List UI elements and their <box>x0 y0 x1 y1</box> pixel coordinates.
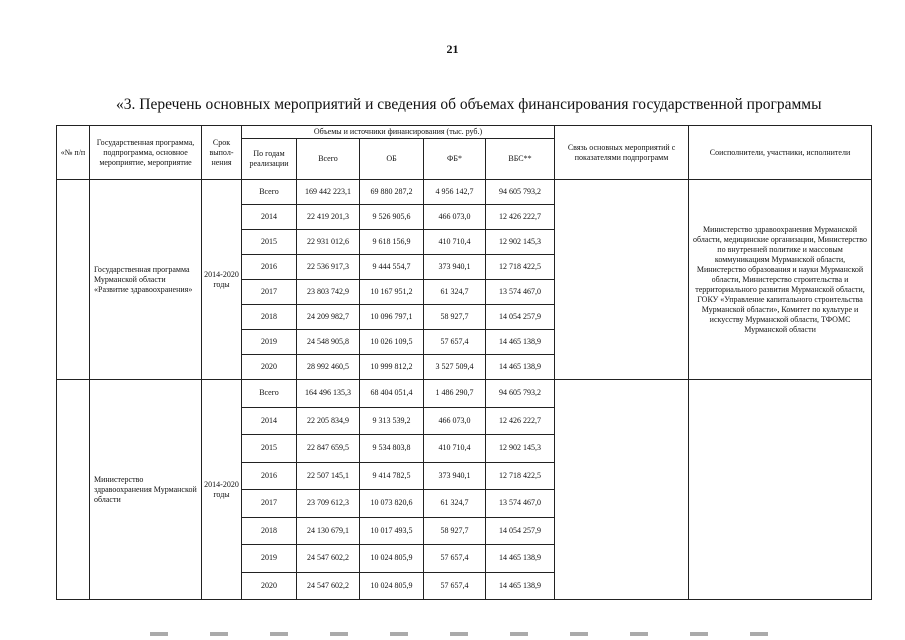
vbs-cell: 12 426 222,7 <box>486 205 555 230</box>
header-term: Срок выпол-нения <box>202 126 242 180</box>
vbs-cell: 12 902 145,3 <box>486 435 555 463</box>
year-cell: 2018 <box>242 517 297 545</box>
ob-cell: 10 026 109,5 <box>360 330 424 355</box>
year-cell: 2014 <box>242 205 297 230</box>
header-vbs: ВБС** <box>486 139 555 180</box>
fb-cell: 57 657,4 <box>424 572 486 600</box>
total-cell: 24 130 679,1 <box>297 517 360 545</box>
document-title: «3. Перечень основных мероприятий и сведения об объемах финансирования государственной программы <box>116 96 822 113</box>
group-link <box>555 180 689 380</box>
header-program: Государственная программа, подпрограмма, основное мероприятие, мероприятие <box>90 126 202 180</box>
fb-cell: 410 710,4 <box>424 230 486 255</box>
ob-cell: 68 404 051,4 <box>360 380 424 408</box>
group-num <box>57 380 90 600</box>
ob-cell: 69 880 287,2 <box>360 180 424 205</box>
year-cell: 2020 <box>242 355 297 380</box>
total-cell: 169 442 223,1 <box>297 180 360 205</box>
header-ob: ОБ <box>360 139 424 180</box>
total-cell: 164 496 135,3 <box>297 380 360 408</box>
year-cell: 2017 <box>242 280 297 305</box>
total-cell: 22 205 834,9 <box>297 407 360 435</box>
vbs-cell: 14 465 138,9 <box>486 355 555 380</box>
header-volumes: Объемы и источники финансирования (тыс. руб.) <box>242 126 555 139</box>
fb-cell: 1 486 290,7 <box>424 380 486 408</box>
ob-cell: 9 313 539,2 <box>360 407 424 435</box>
vbs-cell: 94 605 793,2 <box>486 380 555 408</box>
year-cell: Всего <box>242 380 297 408</box>
header-total: Всего <box>297 139 360 180</box>
fb-cell: 410 710,4 <box>424 435 486 463</box>
total-cell: 24 547 602,2 <box>297 572 360 600</box>
vbs-cell: 13 574 467,0 <box>486 280 555 305</box>
year-cell: 2020 <box>242 572 297 600</box>
year-cell: 2015 <box>242 230 297 255</box>
header-by-years: По годам реализации <box>242 139 297 180</box>
table-row <box>57 180 872 205</box>
cutoff-next-row <box>150 632 770 636</box>
year-cell: 2019 <box>242 330 297 355</box>
group-term: 2014-2020 годы <box>202 380 242 600</box>
fb-cell: 3 527 509,4 <box>424 355 486 380</box>
group-executors: Министерство здравоохранения Мурманской области, медицинские организации, Министерство по внутренней политике и массовым коммуникациям Мурманской области, Министерство образования и науки Мурманской области, Министерство строительства и территориального развития Мурманской области, ГОКУ «Управление капитального строительства Мурманской области», Комитет по культуре и искусству Мурманской области, ТФОМС Мурманской области <box>689 180 872 380</box>
total-cell: 24 209 982,7 <box>297 305 360 330</box>
year-cell: 2014 <box>242 407 297 435</box>
vbs-cell: 14 054 257,9 <box>486 305 555 330</box>
vbs-cell: 94 605 793,2 <box>486 180 555 205</box>
fb-cell: 61 324,7 <box>424 280 486 305</box>
year-cell: 2016 <box>242 462 297 490</box>
table-row <box>57 380 872 408</box>
vbs-cell: 12 718 422,5 <box>486 462 555 490</box>
ob-cell: 10 096 797,1 <box>360 305 424 330</box>
fb-cell: 4 956 142,7 <box>424 180 486 205</box>
fb-cell: 373 940,1 <box>424 255 486 280</box>
total-cell: 23 709 612,3 <box>297 490 360 518</box>
year-cell: 2017 <box>242 490 297 518</box>
total-cell: 28 992 460,5 <box>297 355 360 380</box>
ob-cell: 10 024 805,9 <box>360 572 424 600</box>
total-cell: 24 547 602,2 <box>297 545 360 573</box>
total-cell: 23 803 742,9 <box>297 280 360 305</box>
vbs-cell: 13 574 467,0 <box>486 490 555 518</box>
year-cell: 2019 <box>242 545 297 573</box>
fb-cell: 466 073,0 <box>424 407 486 435</box>
fb-cell: 61 324,7 <box>424 490 486 518</box>
ob-cell: 9 414 782,5 <box>360 462 424 490</box>
header-num: «№ п/п <box>57 126 90 180</box>
total-cell: 22 847 659,5 <box>297 435 360 463</box>
vbs-cell: 14 054 257,9 <box>486 517 555 545</box>
total-cell: 24 548 905,8 <box>297 330 360 355</box>
total-cell: 22 931 012,6 <box>297 230 360 255</box>
ob-cell: 9 526 905,6 <box>360 205 424 230</box>
fb-cell: 57 657,4 <box>424 545 486 573</box>
total-cell: 22 536 917,3 <box>297 255 360 280</box>
year-cell: Всего <box>242 180 297 205</box>
group-executors <box>689 380 872 600</box>
group-link <box>555 380 689 600</box>
ob-cell: 10 999 812,2 <box>360 355 424 380</box>
total-cell: 22 507 145,1 <box>297 462 360 490</box>
year-cell: 2018 <box>242 305 297 330</box>
vbs-cell: 12 426 222,7 <box>486 407 555 435</box>
vbs-cell: 14 465 138,9 <box>486 572 555 600</box>
header-fb: ФБ* <box>424 139 486 180</box>
vbs-cell: 14 465 138,9 <box>486 545 555 573</box>
header-executors: Соисполнители, участники, исполнители <box>689 126 872 180</box>
header-link: Связь основных мероприятий с показателями подпрограмм <box>555 126 689 180</box>
ob-cell: 10 167 951,2 <box>360 280 424 305</box>
ob-cell: 9 534 803,8 <box>360 435 424 463</box>
year-cell: 2015 <box>242 435 297 463</box>
page-number: 21 <box>446 42 459 56</box>
group-term: 2014-2020 годы <box>202 180 242 380</box>
fb-cell: 373 940,1 <box>424 462 486 490</box>
group-name: Министерство здравоохранения Мурманской области <box>90 380 202 600</box>
fb-cell: 57 657,4 <box>424 330 486 355</box>
vbs-cell: 12 902 145,3 <box>486 230 555 255</box>
vbs-cell: 14 465 138,9 <box>486 330 555 355</box>
ob-cell: 10 073 820,6 <box>360 490 424 518</box>
fb-cell: 58 927,7 <box>424 305 486 330</box>
fb-cell: 58 927,7 <box>424 517 486 545</box>
ob-cell: 9 444 554,7 <box>360 255 424 280</box>
ob-cell: 10 024 805,9 <box>360 545 424 573</box>
total-cell: 22 419 201,3 <box>297 205 360 230</box>
ob-cell: 9 618 156,9 <box>360 230 424 255</box>
year-cell: 2016 <box>242 255 297 280</box>
group-num <box>57 180 90 380</box>
financing-table <box>56 125 872 600</box>
fb-cell: 466 073,0 <box>424 205 486 230</box>
ob-cell: 10 017 493,5 <box>360 517 424 545</box>
group-name: Государственная программа Мурманской области «Развитие здравоохранения» <box>90 180 202 380</box>
vbs-cell: 12 718 422,5 <box>486 255 555 280</box>
